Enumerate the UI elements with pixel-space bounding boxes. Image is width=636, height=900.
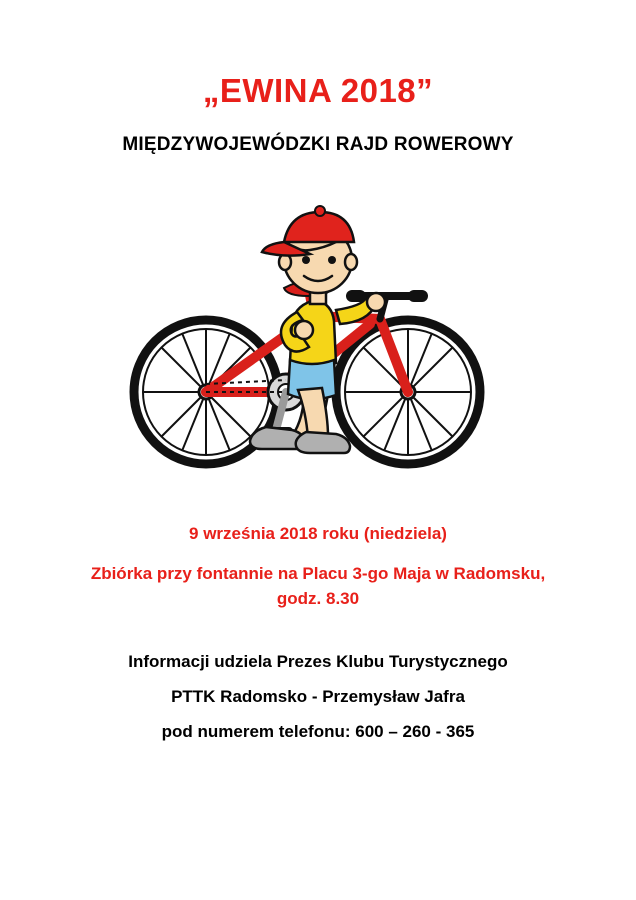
- contact-line-2: PTTK Radomsko - Przemysław Jafra: [171, 687, 465, 707]
- page-title: „EWINA 2018”: [202, 72, 434, 109]
- contact-line-1: Informacji udziela Prezes Klubu Turystycznego: [128, 652, 508, 672]
- meeting-place: Zbiórka przy fontannie na Placu 3-go Maja w Radomsku, godz. 8.30: [90, 564, 546, 608]
- contact-line-3: pod numerem telefonu: 600 – 260 - 365: [161, 722, 475, 742]
- contact-block: [0, 611, 636, 758]
- boy-with-bicycle-illustration: [108, 156, 528, 494]
- event-date: 9 września 2018 roku (niedziela): [189, 524, 447, 543]
- page-subtitle: MIĘDZYWOJEWÓDZKI RAJD ROWEROWY: [122, 134, 514, 155]
